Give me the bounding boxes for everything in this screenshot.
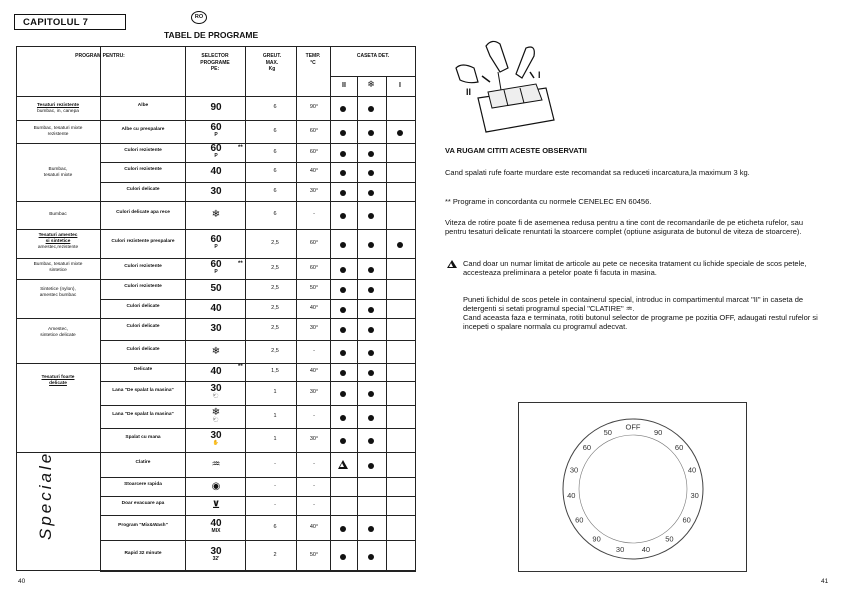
- header-load: GREUT. MAX. Kg: [262, 53, 282, 72]
- program-name: Doar evacuare apa: [121, 500, 165, 506]
- program-name: Culori rezistente: [124, 167, 162, 172]
- detergent-dot: [397, 242, 403, 248]
- detergent-dot: [340, 170, 346, 176]
- selector-sub: 32': [212, 555, 220, 562]
- detergent-dot: [368, 213, 374, 219]
- row-separator: [100, 571, 416, 572]
- dial-position-label: 60: [674, 443, 684, 452]
- program-name: Culori delicate: [126, 303, 160, 309]
- selector-value: 60: [210, 142, 222, 154]
- selector-position: [205, 304, 227, 314]
- group-cotton-mixed: Bumbac, tesaturi mixte rezistente: [33, 126, 83, 137]
- program-name: Culori rezistente: [124, 147, 162, 153]
- selector-sub: P: [214, 131, 218, 138]
- temperature: -: [313, 347, 315, 354]
- selector-sub: MIX: [211, 527, 221, 534]
- group-very-delicate: Tesaturi foarte delicate: [41, 375, 75, 386]
- max-load: 6: [273, 187, 277, 194]
- selector-value: 30: [210, 323, 222, 334]
- program-dial[interactable]: [518, 402, 747, 572]
- program-name: Albe cu prespalare: [121, 126, 165, 132]
- selector-position: [205, 144, 227, 159]
- row-separator: [100, 363, 416, 364]
- selector-sub: ✋: [212, 440, 220, 446]
- selector-sub: P: [214, 243, 218, 250]
- detergent-dot: [368, 287, 374, 293]
- selector-value: 60: [210, 233, 222, 245]
- max-load: 1,5: [271, 368, 279, 374]
- selector-sub: P: [214, 268, 218, 275]
- selector-position: [205, 284, 227, 294]
- warning-icon: [447, 260, 457, 268]
- selector-value: 40: [210, 166, 222, 177]
- group-resistant: Tesaturi rezistente bumbac, in, canepa: [36, 103, 80, 114]
- group-delicate-synthetic: Amestec, sintetice delicate: [40, 327, 76, 338]
- program-name: Lana "De spalat la masina": [112, 411, 174, 417]
- dial-position-label: 90: [592, 534, 601, 544]
- selector-position: [205, 187, 227, 197]
- detergent-dot: [340, 391, 346, 397]
- page-number-left: 40: [18, 578, 26, 585]
- detergent-dot: [368, 130, 374, 136]
- selector-position: [205, 431, 227, 446]
- selector-value: ♒: [211, 458, 221, 470]
- max-load: 6: [273, 127, 277, 134]
- note-stains-container: Puneti lichidul de scos petele in containerul special, introduc in compartimentul marcat "II" in caseta de detergenti si setati programul special "CLATIRE" ♒.: [463, 295, 804, 313]
- selector-position: [205, 103, 227, 113]
- detergent-dot: [368, 526, 374, 532]
- dial-position-label: 30: [690, 491, 699, 500]
- selector-value: ❄: [211, 406, 221, 418]
- row-separator: [100, 258, 416, 259]
- selector-position: [205, 384, 227, 399]
- dial-position-label: 30: [615, 545, 625, 555]
- selector-value: 40: [210, 517, 222, 529]
- header-drawer: CASETA DET.: [356, 53, 390, 59]
- row-separator: [100, 340, 416, 341]
- temperature: -: [313, 412, 315, 419]
- detergent-dot: [340, 438, 346, 444]
- max-load: 2,5: [271, 347, 279, 354]
- temperature: 60°: [309, 127, 319, 134]
- detergent-dot: [368, 415, 374, 421]
- max-load: 6: [273, 523, 277, 530]
- selector-value: ❄: [211, 209, 221, 220]
- dial-position-label: OFF: [625, 422, 641, 432]
- note-cenelec: ** Programe in concordanta cu normele CENELEC EN 60456.: [445, 197, 652, 206]
- program-name: Lana "De spalat la masina": [112, 388, 174, 393]
- selector-value: 60: [210, 258, 222, 270]
- dial-position-label: 60: [575, 515, 584, 525]
- row-separator: [100, 120, 416, 121]
- selector-position: [205, 347, 227, 357]
- temperature: 40°: [309, 304, 319, 311]
- temperature: 60°: [309, 239, 319, 246]
- selector-position: [205, 501, 227, 511]
- selector-position: [205, 408, 227, 423]
- dial-position-label: 40: [641, 545, 651, 555]
- row-separator: [100, 381, 416, 382]
- selector-value: 30: [210, 545, 222, 557]
- program-name: Culori delicate: [126, 324, 160, 329]
- max-load: 6: [273, 148, 277, 155]
- temperature: -: [313, 501, 315, 508]
- detergent-dot: [368, 242, 374, 248]
- detergent-dot: [340, 415, 346, 421]
- program-name: Culori rezistente prespalare: [111, 238, 175, 244]
- selector-value: 30: [210, 383, 222, 394]
- selector-value: 50: [210, 283, 222, 294]
- program-name: Culori delicate: [126, 186, 160, 192]
- note-stains: Cand doar un numar limitat de articole au pete ce necesita tratament cu lichide speciale de scos petele, accesteaza preliminara a petelor poate fi facuta in masina.: [463, 259, 807, 277]
- max-load: 2,5: [271, 325, 279, 331]
- detergent-dot: [340, 554, 346, 560]
- program-name: Clatire: [135, 459, 151, 465]
- program-name: Culori delicate: [126, 346, 160, 352]
- cenelec-mark: **: [238, 144, 243, 151]
- max-load: 6: [273, 211, 277, 217]
- max-load: 2,5: [271, 264, 279, 271]
- temperature: 30°: [309, 187, 319, 194]
- group-cotton-cold: Bumbac: [49, 212, 67, 217]
- header-selector: SELECTOR PROGRAME PE:: [200, 53, 230, 72]
- detergent-dot: [340, 307, 346, 313]
- program-name: Rapid 32 minute: [124, 550, 162, 556]
- max-load: 2,5: [271, 285, 279, 291]
- selector-value: 30: [210, 430, 222, 441]
- selector-value: ⊻: [211, 499, 221, 511]
- chapter-label: CAPITOLUL 7: [14, 14, 126, 30]
- detergent-dot: [368, 170, 374, 176]
- temperature: 60°: [309, 264, 319, 271]
- program-name: Culori delicate apa rece: [116, 210, 170, 215]
- selector-position: [205, 519, 227, 534]
- dial-position-label: 50: [665, 534, 674, 544]
- language-badge: RO: [191, 11, 207, 24]
- row-separator: [100, 515, 416, 516]
- note-load: Cand spalati rufe foarte murdare este recomandat sa reduceti incarcatura,la maximum 3 kg.: [445, 168, 750, 177]
- row-separator: [100, 428, 416, 429]
- detergent-dot: [368, 190, 374, 196]
- selector-value: ◉: [211, 480, 221, 492]
- selector-position: [205, 210, 227, 220]
- group-mixed-synthetic: Bumbac, tesaturi mixte sintetice: [33, 262, 83, 273]
- header-temp: TEMP. °C: [305, 53, 321, 66]
- temperature: 30°: [309, 325, 319, 331]
- detergent-dot: [368, 438, 374, 444]
- selector-value: 60: [210, 121, 222, 133]
- detergent-dot: [340, 267, 346, 273]
- cenelec-mark: **: [238, 260, 243, 267]
- group-cotton: Bumbac, tesaturi mixte: [43, 167, 73, 178]
- max-load: 2,5: [271, 239, 279, 246]
- group-nylon: Sintetice (nylon), amestec bumbac: [39, 287, 77, 298]
- max-load: 6: [273, 104, 277, 110]
- dial-position-label: 90: [654, 427, 663, 437]
- temperature: 90°: [309, 104, 319, 110]
- max-load: -: [274, 460, 276, 467]
- detergent-dot: [368, 370, 374, 376]
- dial-position-label: 60: [682, 515, 691, 525]
- cenelec-mark: **: [238, 364, 243, 370]
- detergent-dot: [340, 190, 346, 196]
- program-name: Stoarcere rapida: [124, 481, 162, 487]
- dial-position-label: 50: [603, 427, 612, 437]
- selector-position: [205, 460, 227, 470]
- dial-position-label: 40: [567, 491, 576, 500]
- max-load: 1: [273, 412, 277, 419]
- drawer-col-cold-icon: ❄: [367, 79, 375, 89]
- selector-value: 30: [210, 185, 222, 197]
- row-separator: [100, 540, 416, 541]
- program-name: Spalat cu mana: [125, 435, 161, 440]
- temperature: -: [313, 460, 315, 467]
- temperature: 30°: [309, 436, 319, 442]
- row-separator: [100, 201, 416, 202]
- temperature: 50°: [309, 285, 319, 291]
- page-number-right: 41: [821, 578, 829, 585]
- selector-position: [205, 235, 227, 250]
- row-separator: [100, 496, 416, 497]
- row-separator: [100, 143, 416, 144]
- detergent-box-icon: [456, 65, 478, 83]
- detergent-dot: [368, 151, 374, 157]
- program-name: Delicate: [133, 367, 153, 372]
- header-program: PROGRAM PENTRU:: [75, 53, 125, 59]
- dial-position-label: 40: [687, 465, 697, 475]
- notes-heading: VA RUGAM CITITI ACESTE OBSERVATII: [445, 146, 587, 155]
- detergent-dot: [368, 391, 374, 397]
- detergent-dot: [368, 307, 374, 313]
- selector-position: [205, 260, 227, 275]
- detergent-dot: [340, 151, 346, 157]
- detergent-dot: [340, 370, 346, 376]
- dial-position-label: 60: [582, 443, 592, 452]
- warning-triangle-icon: [338, 460, 348, 469]
- temperature: -: [313, 211, 315, 217]
- detergent-dot: [340, 130, 346, 136]
- group-synthetic: Tesaturi amestec si sintetice amestec,rezistente: [37, 233, 79, 250]
- temperature: -: [313, 482, 315, 489]
- selector-sub: 🐑: [212, 416, 220, 423]
- row-separator: [100, 229, 416, 230]
- detergent-dot: [368, 327, 374, 333]
- detergent-dot: [368, 106, 374, 112]
- selector-value: 90: [210, 102, 222, 113]
- drawer-label-II: II: [466, 87, 472, 97]
- detergent-dot: [340, 242, 346, 248]
- detergent-dot: [340, 106, 346, 112]
- max-load: -: [274, 501, 276, 508]
- detergent-dot: [368, 267, 374, 273]
- temperature: 40°: [309, 168, 319, 174]
- program-name: Program "Mix&Wash": [118, 522, 168, 528]
- detergent-drawer-illustration: [446, 38, 566, 138]
- max-load: 6: [273, 168, 277, 174]
- detergent-dot: [340, 213, 346, 219]
- row-separator: [100, 279, 416, 280]
- row-separator: [100, 318, 416, 319]
- selector-position: [205, 167, 227, 177]
- temperature: 60°: [309, 148, 319, 155]
- detergent-dot: [340, 526, 346, 532]
- selector-position: [205, 482, 227, 492]
- dial-position-label: 30: [569, 465, 579, 475]
- detergent-dot: [340, 327, 346, 333]
- program-name: Culori rezistente: [124, 284, 162, 289]
- row-separator: [100, 452, 416, 453]
- max-load: 2: [273, 551, 277, 558]
- selector-value: 40: [210, 302, 222, 314]
- temperature: 40°: [309, 368, 319, 374]
- max-load: 1: [273, 436, 277, 442]
- note-stains-off: Cand aceasta faza e terminata, rotiti butonul selector de programe pe pozitia OFF, adaugati restul rufelor si incepeti o spalare normala cu programul adecvat.: [463, 313, 818, 331]
- max-load: 2,5: [271, 304, 279, 311]
- max-load: -: [274, 482, 276, 489]
- detergent-dot: [368, 554, 374, 560]
- row-separator: [100, 162, 416, 163]
- detergent-dot: [368, 463, 374, 469]
- temperature: 50°: [309, 551, 319, 558]
- program-name: Culori rezistente: [124, 263, 162, 269]
- max-load: 1: [273, 389, 277, 395]
- drawer-col-I: I: [399, 82, 401, 89]
- temperature: 30°: [309, 389, 319, 395]
- program-name: Albe: [137, 103, 149, 108]
- table-title: TABEL DE PROGRAME: [164, 30, 259, 40]
- temperature: 40°: [309, 523, 319, 530]
- detergent-dot: [397, 130, 403, 136]
- row-separator: [100, 299, 416, 300]
- selector-sub: P: [214, 152, 218, 159]
- detergent-dot: [340, 350, 346, 356]
- row-separator: [100, 405, 416, 406]
- bottle-icon: [486, 41, 508, 72]
- detergent-dot: [368, 350, 374, 356]
- selector-position: [205, 367, 227, 377]
- selector-value: 40: [210, 366, 222, 377]
- drawer-label-I: I: [538, 70, 541, 80]
- row-separator: [100, 477, 416, 478]
- drawer-col-II: II: [342, 82, 346, 89]
- note-spin: Viteza de rotire poate fi de asemenea redusa pentru a tine cont de recomandarile de pe eticheta rufelor, sau pentru tesaturi delicate renuntati la stoarcere complet (optiune asigurata de butonul de viteza de stoarcere).: [445, 218, 804, 236]
- selector-position: [205, 324, 227, 334]
- detergent-dot: [340, 287, 346, 293]
- selector-value: ❄: [211, 345, 221, 357]
- selector-sub: 🐑: [212, 393, 220, 399]
- selector-position: [205, 123, 227, 138]
- group-special-label: Speciale: [36, 450, 55, 540]
- selector-position: [205, 547, 227, 562]
- row-separator: [100, 182, 416, 183]
